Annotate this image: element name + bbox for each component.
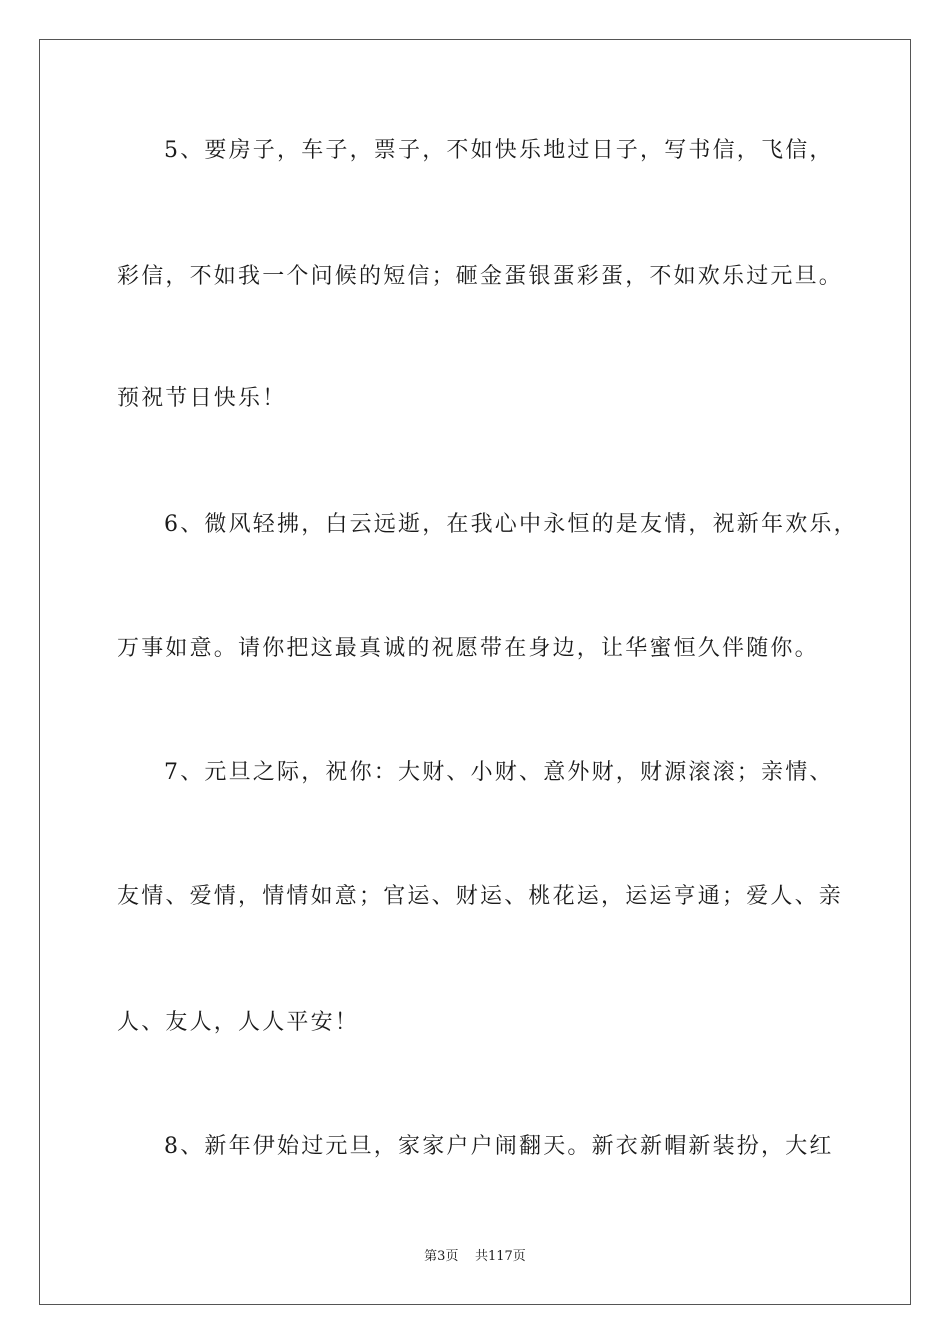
paragraph-7-line-3: 人、友人，人人平安！ [117, 1010, 360, 1035]
paragraph-8-line-1: 8、新年伊始过元旦，家家户户闹翻天。新衣新帽新装扮，大红 [164, 1134, 834, 1159]
paragraph-5-line-3: 预祝节日快乐！ [117, 386, 287, 411]
paragraph-7-line-1: 7、元旦之际，祝你：大财、小财、意外财，财源滚滚；亲情、 [164, 760, 834, 785]
paragraph-5-line-2: 彩信，不如我一个问候的短信；砸金蛋银蛋彩蛋，不如欢乐过元旦。 [117, 264, 844, 289]
page-number: 第3页 [424, 1249, 459, 1264]
paragraph-6-line-1: 6、微风轻拂，白云远逝，在我心中永恒的是友情，祝新年欢乐， [164, 512, 858, 537]
page-footer [0, 1248, 950, 1266]
total-pages: 共117页 [474, 1249, 526, 1264]
page-border [39, 39, 911, 1305]
paragraph-7-line-2: 友情、爱情，情情如意；官运、财运、桃花运，运运亨通；爱人、亲 [117, 884, 844, 909]
paragraph-5-line-1: 5、要房子，车子，票子，不如快乐地过日子，写书信，飞信， [164, 138, 834, 163]
paragraph-6-line-2: 万事如意。请你把这最真诚的祝愿带在身边，让华蜜恒久伴随你。 [117, 636, 819, 661]
